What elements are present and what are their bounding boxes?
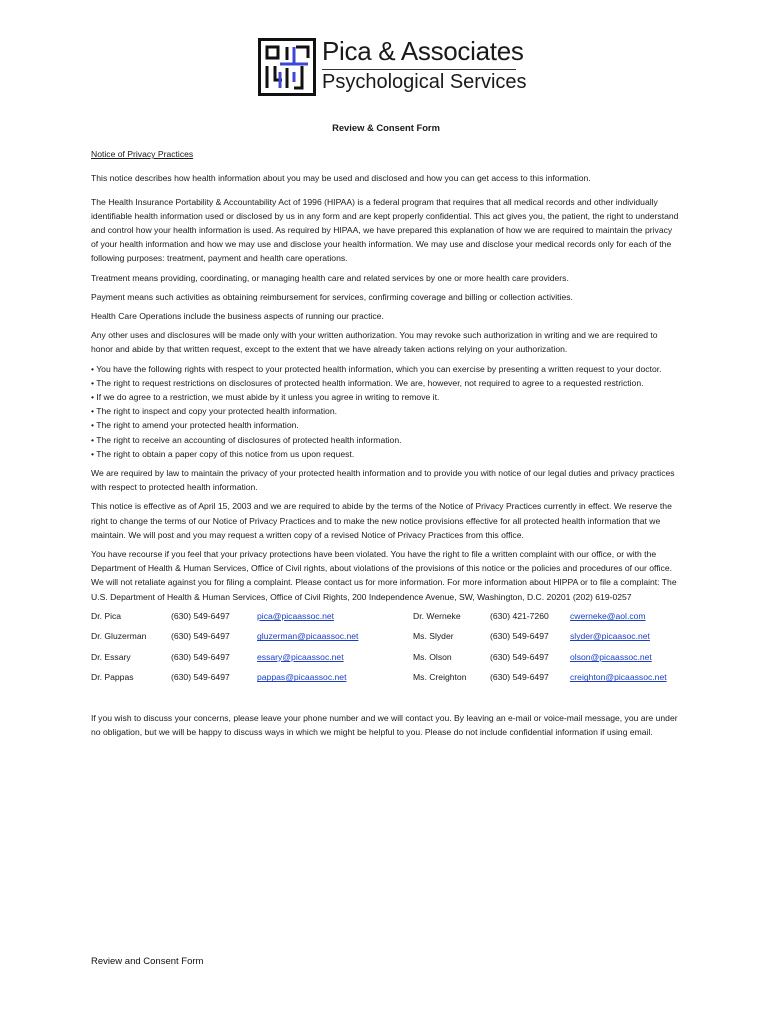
effective-date-paragraph: This notice is effective as of April 15, 2003 and we are required to abide by the terms of the Notice of Privacy Practices currently in effect. We reserve the right to change the terms of our Notice of Privacy Practices and to make the new notice provisions effective for all protected health information that we maintain. We will post and you may request a written copy of a revised Notice of Privacy Practices from this office. xyxy=(91,501,672,540)
operations-paragraph: Health Care Operations include the business aspects of running our practice. xyxy=(91,311,384,322)
contact-name: Ms. Slyder xyxy=(413,631,454,642)
legal-duties-paragraph: We are required by law to maintain the privacy of your protected health information and to provide you with notice of our legal duties and privacy practices with respect to protected health information. xyxy=(91,468,675,493)
contact-phone: (630) 421-7260 xyxy=(490,610,549,621)
hipaa-paragraph: The Health Insurance Portability & Accountability Act of 1996 (HIPAA) is a federal program that requires that all medical records and other individually identifiable health information used or disclosed by us in any form and are kept properly confidential. This act gives you, the patient, the right to understand and control how your health information is used. As required by HIPAA, we have prepared this explanation of how we are required to maintain the privacy of your health information and how we may use and disclose your health information. We may use and disclose your medical records only for each of the following purposes: treatment, payment and health care operations. xyxy=(91,196,679,264)
list-item: • If we do agree to a restriction, we must abide by it unless you agree in writing to remove it. xyxy=(91,392,440,403)
contact-name: Dr. Essary xyxy=(91,651,131,662)
list-item: • The right to receive an accounting of disclosures of protected health information. xyxy=(91,434,402,445)
contact-email-link[interactable]: creighton@picaassoc.net xyxy=(570,672,667,683)
contact-name: Dr. Pica xyxy=(91,610,122,621)
contact-email-link[interactable]: pica@picaassoc.net xyxy=(257,610,335,621)
contact-email-link[interactable]: olson@picaassoc.net xyxy=(570,651,652,662)
contact-name: Ms. Creighton xyxy=(413,672,467,683)
contact-phone: (630) 549-6497 xyxy=(171,610,230,621)
contact-name: Dr. Werneke xyxy=(413,610,461,621)
recourse-paragraph: You have recourse if you feel that your privacy protections have been violated. You have the right to file a written complaint with our office, or with the Department of Health & Human Services, Office of Civil rights, about violations of the provisions of this notice or the policies and procedures of our office. We will not retaliate against you for filing a complaint. Please contact us for more information. For more information about HIPPA or to file a complaint: The U.S. Department of Health & Human Services, Office of Civil Rights, 200 Independence Avenue, SW, Washington, D.C. 20201 (202) 619-0257 xyxy=(91,549,677,602)
document-body xyxy=(91,121,681,744)
contact-name: Dr. Pappas xyxy=(91,672,134,683)
contact-phone: (630) 549-6497 xyxy=(171,651,230,662)
contact-email-link[interactable]: essary@picaassoc.net xyxy=(257,651,344,662)
table-row xyxy=(91,609,680,630)
contact-email-link[interactable]: gluzerman@picaassoc.net xyxy=(257,631,359,642)
logo-divider xyxy=(322,69,516,70)
contact-email-link[interactable]: cwerneke@aol.com xyxy=(570,610,646,621)
table-row xyxy=(91,670,680,691)
maze-logo-icon xyxy=(258,38,316,96)
table-row xyxy=(91,650,680,671)
form-title: Review & Consent Form xyxy=(332,122,440,133)
contact-email-link[interactable]: slyder@picaasoc.net xyxy=(570,631,650,642)
section-title: Notice of Privacy Practices xyxy=(91,149,194,160)
treatment-paragraph: Treatment means providing, coordinating, or managing health care and related services by one or more health care providers. xyxy=(91,272,569,283)
list-item: • You have the following rights with respect to your protected health information, which you can exercise by presenting a written request to your doctor. xyxy=(91,363,662,374)
contact-phone: (630) 549-6497 xyxy=(171,672,230,683)
contact-phone: (630) 549-6497 xyxy=(490,631,549,642)
contact-phone: (630) 549-6497 xyxy=(171,631,230,642)
contact-phone: (630) 549-6497 xyxy=(490,672,549,683)
contact-name: Ms. Olson xyxy=(413,651,452,662)
org-name: Pica & Associates xyxy=(322,36,524,66)
org-subtitle: Psychological Services xyxy=(322,71,527,93)
contact-name: Dr. Gluzerman xyxy=(91,631,147,642)
list-item: • The right to request restrictions on disclosures of protected health information. We are, however, not required to agree to a requested restriction. xyxy=(91,377,644,388)
list-item: • The right to amend your protected health information. xyxy=(91,420,299,431)
table-row xyxy=(91,629,680,650)
contact-email-link[interactable]: pappas@picaassoc.net xyxy=(257,672,347,683)
contacts-table xyxy=(91,609,680,691)
contact-phone: (630) 549-6497 xyxy=(490,651,549,662)
list-item: • The right to obtain a paper copy of this notice from us upon request. xyxy=(91,448,355,459)
list-item: • The right to inspect and copy your protected health information. xyxy=(91,406,338,417)
closing-paragraph: If you wish to discuss your concerns, please leave your phone number and we will contact you. By leaving an e-mail or voice-mail message, you are under no obligation, but we will be happy to discuss ways in which we might be helpful to you. Please do not include confidential information if using email. xyxy=(91,712,678,738)
other-uses-paragraph: Any other uses and disclosures will be made only with your written authorization. You may revoke such authorization in writing and we are required to honor and abide by that written request, except to the extent that we have already taken actions relying on your authorization. xyxy=(91,330,658,355)
payment-paragraph: Payment means such activities as obtaining reimbursement for services, confirming coverage and billing or collection activities. xyxy=(91,291,573,302)
rights-list xyxy=(91,362,681,461)
page-footer: Review and Consent Form xyxy=(91,956,204,967)
header-logo xyxy=(258,36,527,98)
intro-paragraph: This notice describes how health information about you may be used and disclosed and how you can get access to this information. xyxy=(91,173,591,184)
